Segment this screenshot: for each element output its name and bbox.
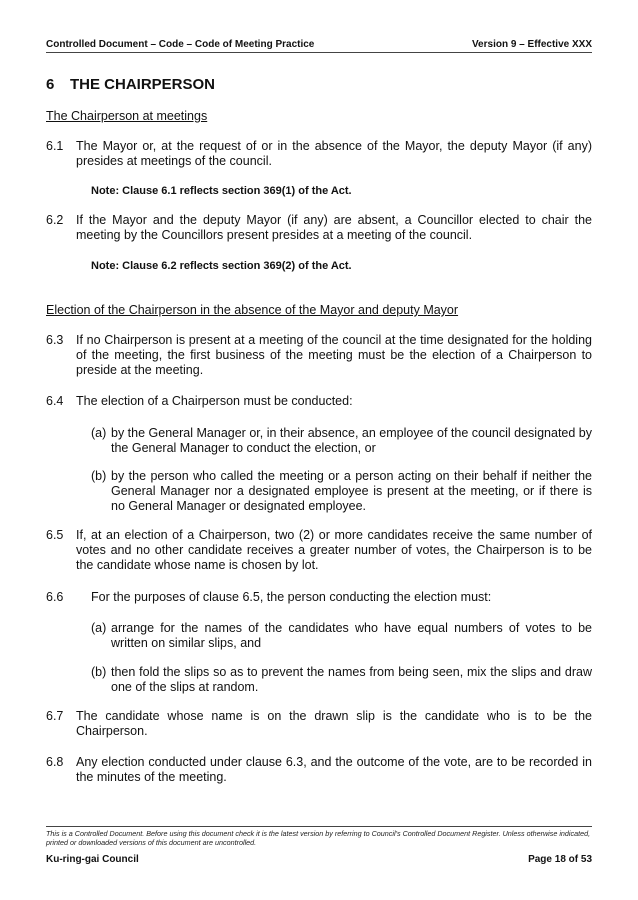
clause-text: Any election conducted under clause 6.3, and the outcome of the vote, are to be recorded in the minutes of the meeting. <box>76 755 592 784</box>
clause-number: 6.6 <box>46 590 64 604</box>
clause-number: 6.7 <box>46 709 64 723</box>
clause-6-1 <box>46 139 592 169</box>
header-document-title: Controlled Document – Code – Code of Meeting Practice <box>46 39 315 50</box>
clause-number: 6.1 <box>46 139 64 153</box>
clause-text: The Mayor or, at the request of or in the absence of the Mayor, the deputy Mayor (if any) presides at meetings of the council. <box>76 139 592 168</box>
item-label: (b) <box>91 665 107 679</box>
subheading-election-of-chairperson: Election of the Chairperson in the absence of the Mayor and deputy Mayor <box>46 303 459 317</box>
clause-6-6-item-a <box>91 621 592 651</box>
page-footer <box>46 854 592 866</box>
item-label: (a) <box>91 621 107 635</box>
item-text: by the General Manager or, in their absence, an employee of the council designated by the General Manager to conduct the election, or <box>111 426 592 455</box>
clause-text: For the purposes of clause 6.5, the person conducting the election must: <box>91 590 492 604</box>
clause-6-4-item-a <box>91 426 592 456</box>
clause-number: 6.3 <box>46 333 64 347</box>
clause-6-6 <box>46 590 592 605</box>
clause-number: 6.2 <box>46 213 64 227</box>
item-text: by the person who called the meeting or a person acting on their behalf if neither the General Manager nor a designated employee is present at the meeting, or if there is no General Manager or designated employee. <box>111 469 592 513</box>
footer-divider <box>46 826 592 827</box>
clause-6-6-item-b <box>91 665 592 695</box>
clause-text: If, at an election of a Chairperson, two (2) or more candidates receive the same number of votes and no other candidate receives a greater number of votes, the Chairperson is to be the candidate whose name is chosen by lot. <box>76 528 592 572</box>
subheading-chairperson-at-meetings: The Chairperson at meetings <box>46 109 208 123</box>
item-text: then fold the slips so as to prevent the names from being seen, mix the slips and draw one of the slips at random. <box>111 665 592 694</box>
footer-page-number: Page 18 of 53 <box>528 854 592 865</box>
clause-6-4-item-b <box>91 469 592 514</box>
page-header <box>46 39 592 51</box>
clause-6-2 <box>46 213 592 243</box>
clause-6-7 <box>46 709 592 739</box>
item-label: (a) <box>91 426 107 440</box>
item-label: (b) <box>91 469 107 483</box>
clause-text: If the Mayor and the deputy Mayor (if any) are absent, a Councillor elected to chair the meeting by the Councillors present presides at a meeting of the council. <box>76 213 592 242</box>
clause-text: The candidate whose name is on the drawn slip is the candidate who is to be the Chairperson. <box>76 709 592 738</box>
clause-6-3 <box>46 333 592 378</box>
clause-number: 6.8 <box>46 755 64 769</box>
item-text: arrange for the names of the candidates who have equal numbers of votes to be written on similar slips, and <box>111 621 592 650</box>
clause-6-4 <box>46 394 592 409</box>
note-clause-6-2: Note: Clause 6.2 reflects section 369(2) of the Act. <box>91 260 352 272</box>
section-title: THE CHAIRPERSON <box>70 76 216 93</box>
clause-6-8 <box>46 755 592 785</box>
note-clause-6-1: Note: Clause 6.1 reflects section 369(1) of the Act. <box>91 185 352 197</box>
footer-disclaimer: This is a Controlled Document. Before using this document check it is the latest version by referring to Council’s Controlled Document Register. Unless otherwise indicated, printed or downloaded versions of this document are uncontrolled. <box>46 829 591 847</box>
section-number: 6 <box>46 76 55 93</box>
clause-text: The election of a Chairperson must be conducted: <box>76 394 353 408</box>
clause-number: 6.5 <box>46 528 64 542</box>
clause-text: If no Chairperson is present at a meeting of the council at the time designated for the holding of the meeting, the first business of the meeting must be the election of a Chairperson to preside at the meeting. <box>76 333 592 377</box>
header-divider <box>46 52 592 53</box>
clause-6-5 <box>46 528 592 573</box>
header-version: Version 9 – Effective XXX <box>471 39 592 50</box>
clause-number: 6.4 <box>46 394 64 408</box>
footer-organisation: Ku-ring-gai Council <box>46 854 139 865</box>
section-heading <box>46 76 215 94</box>
